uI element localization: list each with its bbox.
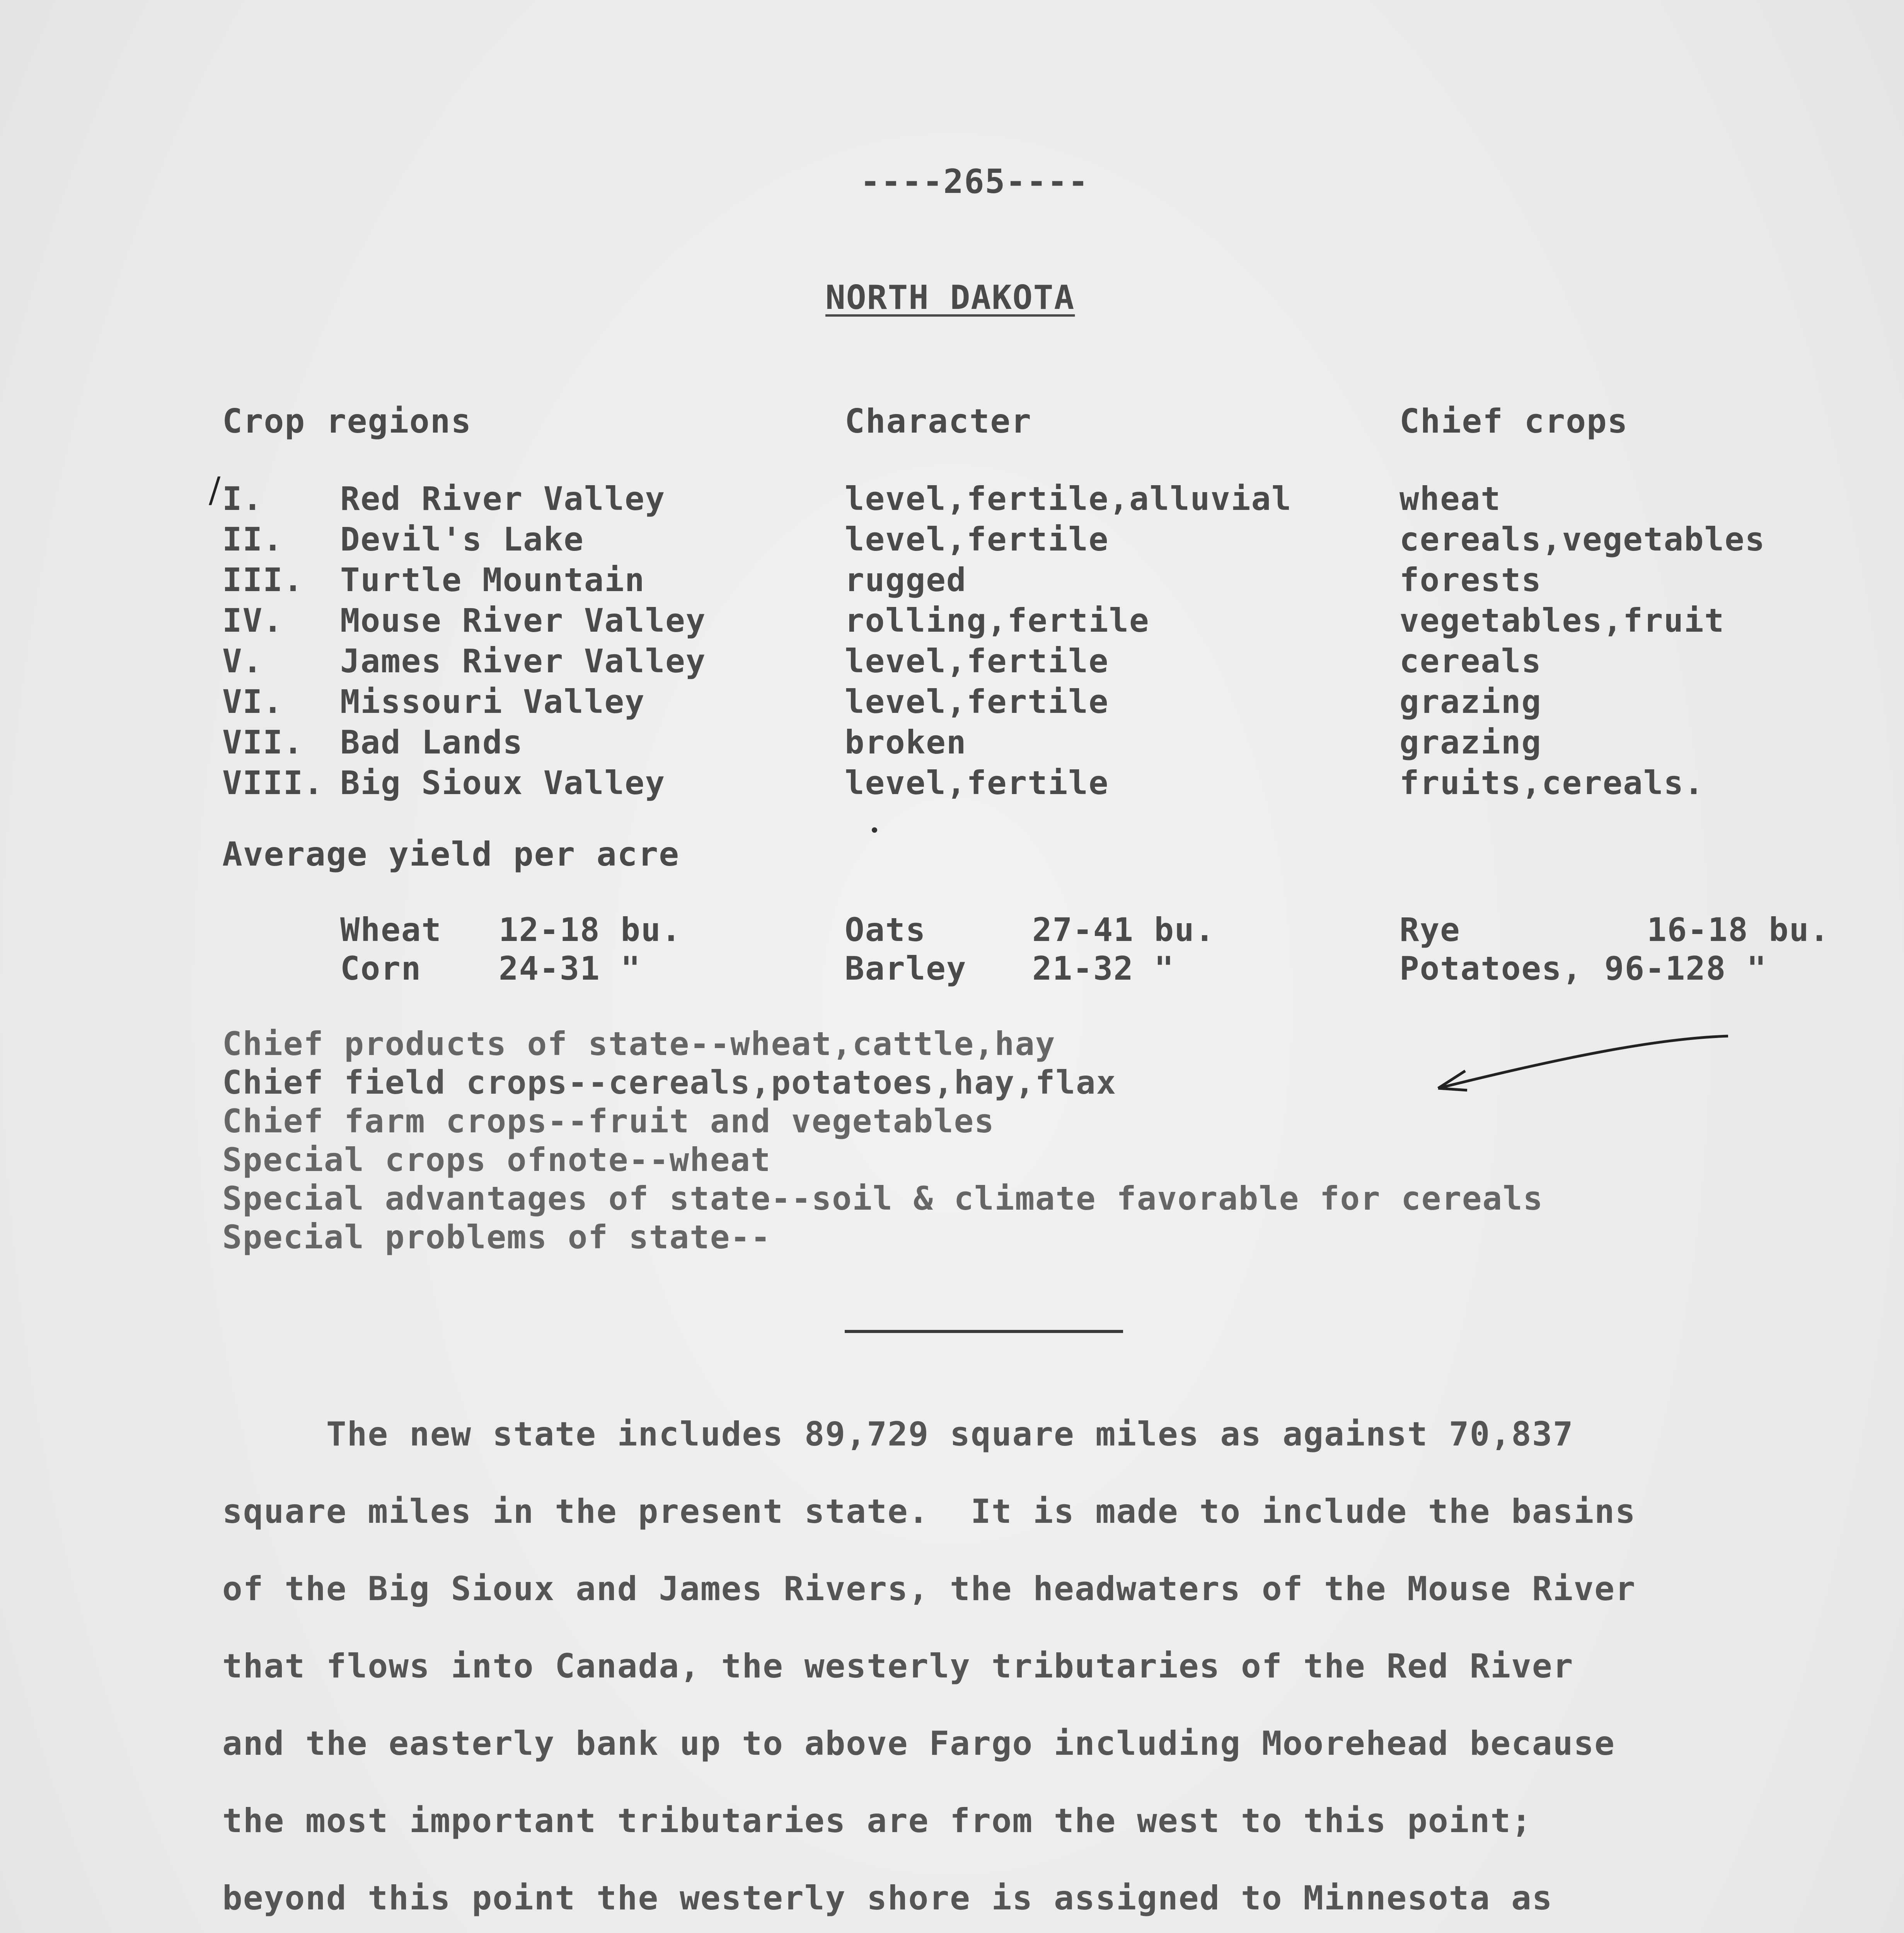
header-chief-crops: Chief crops [1399, 402, 1628, 441]
yield-value: 27-41 bu. [1032, 911, 1215, 949]
paragraph-line: that flows into Canada, the westerly tributaries of the Red River [222, 1647, 1574, 1686]
paragraph-line: The new state includes 89,729 square miles as against 70,837 [222, 1415, 1574, 1454]
region-number: V. [222, 642, 263, 680]
yield-crop: Corn [340, 949, 422, 987]
region-character: level,fertile,alluvial [845, 480, 1292, 518]
region-crops: fruits,cereals. [1399, 764, 1705, 802]
paragraph-line: beyond this point the westerly shore is assigned to Minnesota as [222, 1879, 1553, 1918]
region-number: III. [222, 561, 304, 599]
region-crops: cereals [1399, 642, 1542, 680]
region-number: II. [222, 520, 283, 558]
fact-line: Special crops ofnote--wheat [222, 1141, 771, 1179]
region-crops: forests [1399, 561, 1542, 599]
region-name: Turtle Mountain [340, 561, 645, 599]
region-number: VI. [222, 683, 283, 721]
region-crops: grazing [1399, 683, 1542, 721]
region-crops: grazing [1399, 723, 1542, 761]
fact-line: Chief field crops--cereals,potatoes,hay,flax [222, 1064, 1117, 1101]
ink-speck [872, 827, 877, 833]
region-name: Red River Valley [340, 480, 666, 518]
handwritten-tick-mark: / [209, 470, 221, 510]
region-character: level,fertile [845, 520, 1109, 558]
header-crop-regions: Crop regions [222, 402, 472, 441]
yield-value: 12-18 bu. [499, 911, 682, 949]
yield-crop: Wheat [340, 911, 442, 949]
yield-value: 21-32 " [1032, 949, 1175, 987]
region-name: James River Valley [340, 642, 706, 680]
yield-value: 16-18 bu. [1647, 911, 1830, 949]
region-character: rugged [845, 561, 967, 599]
fact-line: Chief products of state--wheat,cattle,hay [222, 1025, 1056, 1063]
page-title: NORTH DAKOTA [825, 278, 1075, 317]
region-number: VII. [222, 723, 304, 761]
region-name: Bad Lands [340, 723, 523, 761]
region-name: Mouse River Valley [340, 602, 706, 639]
yield-heading: Average yield per acre [222, 835, 680, 874]
fact-line: Special problems of state-- [222, 1218, 771, 1256]
region-crops: wheat [1399, 480, 1501, 518]
paragraph-line: the most important tributaries are from the west to this point; [222, 1802, 1532, 1840]
yield-crop: Barley [845, 949, 967, 987]
yield-value: 96-128 " [1604, 949, 1767, 987]
header-character: Character [845, 402, 1032, 441]
region-name: Devil's Lake [340, 520, 584, 558]
yield-value: 24-31 " [499, 949, 641, 987]
region-character: level,fertile [845, 642, 1109, 680]
yield-crop: Potatoes, [1399, 949, 1583, 987]
paragraph-line: and the easterly bank up to above Fargo including Moorehead because [222, 1724, 1616, 1763]
handwritten-arrow [1423, 1021, 1732, 1098]
paragraph-line: of the Big Sioux and James Rivers, the headwaters of the Mouse River [222, 1570, 1636, 1608]
region-name: Missouri Valley [340, 683, 645, 721]
region-character: rolling,fertile [845, 602, 1150, 639]
region-crops: cereals,vegetables [1399, 520, 1766, 558]
section-divider [845, 1330, 1123, 1333]
page-number: ----265---- [860, 162, 1089, 201]
yield-crop: Rye [1399, 911, 1461, 949]
paragraph-line: square miles in the present state. It is made to include the basins [222, 1492, 1636, 1531]
region-number: I. [222, 480, 263, 518]
region-number: IV. [222, 602, 283, 639]
fact-line: Special advantages of state--soil & climate favorable for cereals [222, 1180, 1544, 1217]
region-name: Big Sioux Valley [340, 764, 666, 802]
region-crops: vegetables,fruit [1399, 602, 1725, 639]
fact-line: Chief farm crops--fruit and vegetables [222, 1102, 995, 1140]
region-character: level,fertile [845, 764, 1109, 802]
region-number: VIII. [222, 764, 324, 802]
region-character: level,fertile [845, 683, 1109, 721]
yield-crop: Oats [845, 911, 926, 949]
region-character: broken [845, 723, 967, 761]
